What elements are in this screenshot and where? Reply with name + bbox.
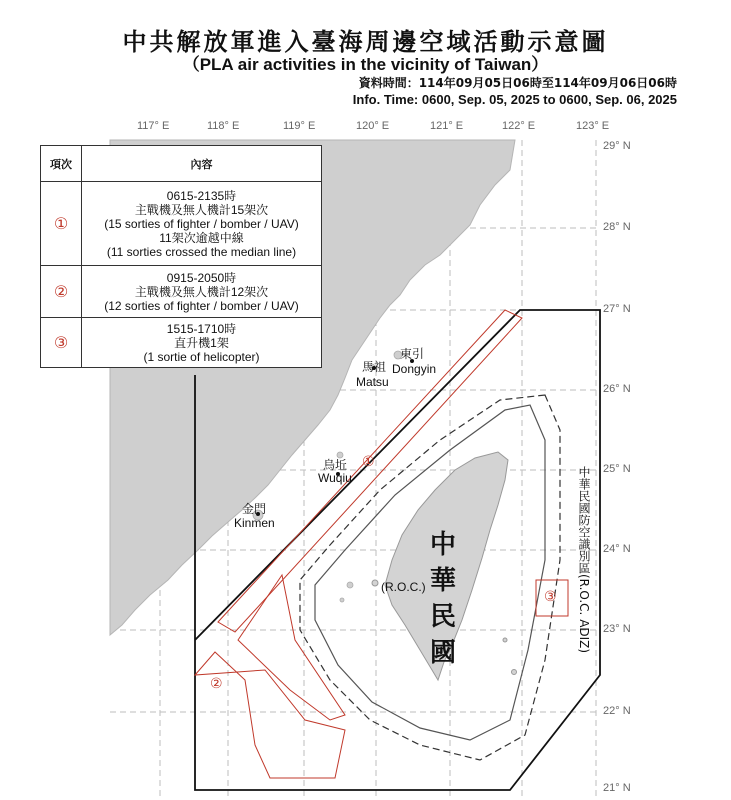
legend-row-3	[41, 318, 322, 368]
map-subtitle: （PLA air activities in the vicinity of Taiwan）	[182, 55, 549, 74]
legend-row-1-zh: 主戰機及無人機計15架次	[134, 202, 269, 217]
lon-label-118: 118° E	[207, 120, 240, 132]
lat-label-24: 24° N	[603, 543, 631, 555]
legend-row-2-num: ②	[41, 266, 82, 318]
lon-label-120: 120° E	[356, 120, 390, 132]
lat-label-22: 22° N	[603, 705, 631, 717]
lat-label-23: 23° N	[603, 623, 631, 635]
legend-row-2-zh: 主戰機及無人機計12架次	[134, 284, 269, 299]
legend-row-1-en: (15 sorties of fighter / bomber / UAV)	[104, 216, 299, 231]
wuqiu-label-en: Wuqiu	[318, 471, 352, 485]
zone-1-label: ①	[362, 454, 375, 470]
matsu-label-en: Matsu	[356, 375, 389, 389]
legend-row-2-content	[82, 266, 322, 318]
legend-row-2-en: (12 sorties of fighter / bomber / UAV)	[104, 298, 299, 313]
dongyin-label-en: Dongyin	[392, 362, 437, 376]
wuqiu-label-zh: 烏坵	[323, 458, 348, 472]
lat-label-21: 21° N	[603, 782, 631, 794]
legend-row-1-en2: (11 sorties crossed the median line)	[106, 244, 297, 259]
legend-row-3-content	[82, 318, 322, 368]
dongyin-label-zh: 東引	[400, 347, 425, 361]
lon-label-122: 122° E	[502, 120, 536, 132]
roc-char-2: 華	[430, 566, 457, 596]
kinmen-label-zh: 金門	[242, 502, 267, 516]
lat-label-29: 29° N	[603, 140, 631, 152]
info-time-en: Info. Time: 0600, Sep. 05, 2025 to 0600, Sep. 06, 2025	[352, 92, 677, 107]
activity-legend-table	[40, 145, 322, 368]
legend-header-row	[41, 146, 322, 182]
lon-label-121: 121° E	[430, 120, 464, 132]
roc-char-3: 民	[430, 602, 457, 632]
orchid-island	[512, 670, 517, 675]
legend-row-1	[41, 182, 322, 266]
penghu-island	[372, 580, 378, 586]
map-title: 中共解放軍進入臺海周邊空域活動示意圖	[122, 27, 609, 56]
roc-abbr-label: (R.O.C.)	[381, 580, 426, 594]
legend-row-3-num: ③	[41, 318, 82, 368]
lat-label-26: 26° N	[603, 383, 631, 395]
legend-row-2	[41, 266, 322, 318]
roc-char-1: 中	[430, 530, 457, 560]
kinmen-label-en: Kinmen	[234, 516, 275, 530]
lat-label-28: 28° N	[603, 221, 631, 233]
zone-2-label: ②	[210, 676, 223, 692]
legend-col-content: 內容	[82, 146, 322, 182]
legend-row-1-content	[82, 182, 322, 266]
adiz-label: 中華民國防空識別區(R.O.C. ADIZ)	[577, 466, 591, 654]
lat-label-25: 25° N	[603, 463, 631, 475]
legend-row-3-en: (1 sortie of helicopter)	[143, 349, 260, 364]
legend-row-1-zh2: 11架次逾越中線	[159, 230, 244, 245]
zone-3-label: ③	[544, 589, 557, 605]
legend-row-2-time: 0915-2050時	[166, 270, 237, 285]
lon-label-123: 123° E	[576, 120, 610, 132]
roc-char-4: 國	[430, 638, 457, 668]
legend-col-item: 項次	[41, 146, 82, 182]
info-time-zh: 資料時間：114年09月05日06時至114年09月06日06時	[358, 76, 677, 90]
legend-row-1-time: 0615-2135時	[166, 188, 237, 203]
lon-label-117: 117° E	[137, 120, 170, 132]
green-island	[503, 638, 507, 642]
legend-row-1-num: ①	[41, 182, 82, 266]
lat-label-27: 27° N	[603, 303, 631, 315]
legend-row-3-time: 1515-1710時	[166, 321, 237, 336]
matsu-label-zh: 馬祖	[362, 360, 387, 374]
legend-row-3-zh: 直升機1架	[174, 335, 229, 350]
lon-label-119: 119° E	[283, 120, 316, 132]
